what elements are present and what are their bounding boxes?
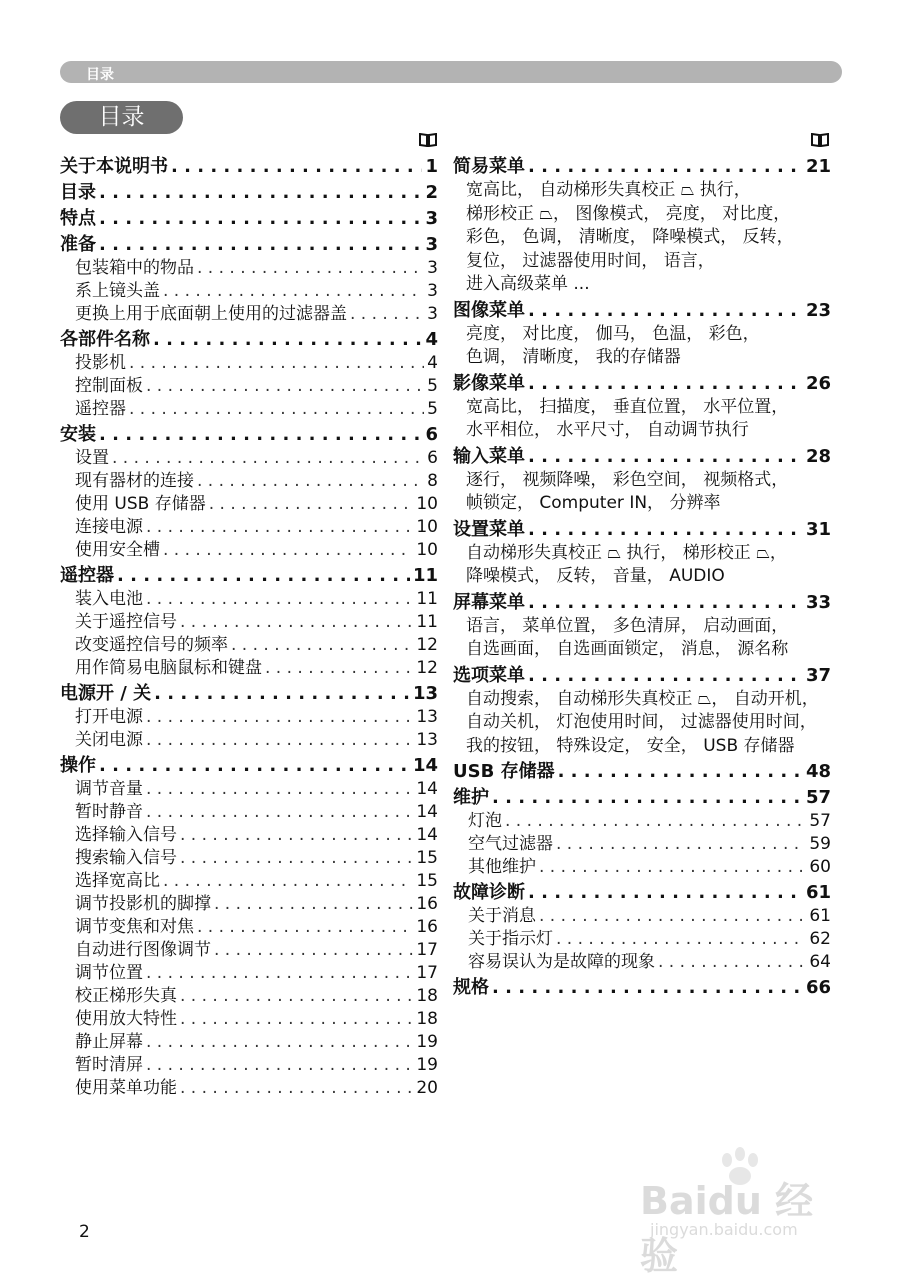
toc-section-entry[interactable] [60,539,438,562]
toc-entry-label: 选项菜单 [453,664,525,686]
toc-description-line: 逐行， 视频降噪， 彩色空间， 视频格式， [466,469,789,490]
toc-leader-dots [99,754,410,778]
toc-entry-label: 调节变焦和对焦 [75,917,194,937]
toc-entry-label: 系上镜头盖 [75,281,160,301]
toc-section-entry[interactable] [60,611,438,634]
toc-chapter-entry[interactable] [453,786,831,810]
toc-description-line: 自动关机， 灯泡使用时间， 过滤器使用时间， [466,712,817,732]
toc-entry-label: 空气过滤器 [468,834,553,854]
toc-entry-label: 装入电池 [75,589,143,609]
toc-leader-dots [153,328,422,352]
toc-leader-dots [146,375,424,398]
toc-entry-label: 自动进行图像调节 [75,940,211,960]
toc-leader-dots [558,760,803,784]
toc-page-number: 14 [416,825,438,845]
toc-page-number: 14 [416,779,438,799]
toc-entry-label: 使用安全槽 [75,540,160,560]
toc-chapter-entry[interactable] [453,155,831,179]
toc-entry-label: 目录 [60,182,96,203]
toc-page-number: 12 [416,635,438,655]
toc-leader-dots [154,682,410,706]
toc-leader-dots [528,518,803,542]
toc-leader-dots [528,591,803,615]
toc-section-entry[interactable] [60,1031,438,1054]
toc-entry-label: 搜索输入信号 [75,848,177,868]
toc-section-entry[interactable] [60,801,438,824]
toc-leader-dots [146,588,413,611]
toc-entry-label: 设置菜单 [453,518,525,540]
toc-page-number: 17 [416,963,438,983]
toc-page-number: 11 [416,589,438,609]
toc-section-entry[interactable] [453,905,831,928]
toc-chapter-entry[interactable] [453,445,831,469]
toc-page-number: 48 [805,761,831,782]
toc-page-number: 13 [416,730,438,750]
toc-leader-dots [528,155,803,179]
toc-description-line: 宽高比， 扫描度， 垂直位置， 水平位置， [466,396,789,417]
toc-entry-label: 故障诊断 [453,882,525,903]
toc-section-entry[interactable] [60,706,438,729]
toc-entry-label: 校正梯形失真 [75,986,177,1006]
toc-leader-dots [146,962,413,985]
toc-entry-label: 屏幕菜单 [453,591,525,613]
watermark-url: jingyan.baidu.com [650,1220,798,1239]
toc-section-entry[interactable] [60,893,438,916]
toc-description [453,179,831,297]
toc-leader-dots [146,778,413,801]
toc-chapter-entry[interactable] [453,518,831,542]
toc-leader-dots [492,976,803,1000]
page-title: 目录 [60,101,183,134]
toc-entry-label: 准备 [60,234,96,255]
toc-leader-dots [180,1077,413,1100]
toc-chapter-entry[interactable] [60,564,438,588]
toc-page-number: 6 [427,448,438,468]
toc-section-entry[interactable] [60,470,438,493]
toc-page-number: 15 [416,871,438,891]
toc-entry-label: 使用放大特性 [75,1009,177,1029]
toc-page-number: 1 [425,156,438,177]
toc-section-entry[interactable] [60,1077,438,1100]
toc-entry-label: USB 存储器 [453,761,555,782]
toc-leader-dots [146,516,413,539]
toc-chapter-entry[interactable] [453,591,831,615]
toc-entry-label: 静止屏幕 [75,1032,143,1052]
toc-page-number: 3 [427,281,438,301]
toc-leader-dots [163,280,424,303]
toc-leader-dots [539,905,806,928]
toc-leader-dots [350,303,424,326]
toc-description-line: 进入高级菜单 ... [466,274,590,294]
toc-section-entry[interactable] [60,447,438,470]
toc-leader-dots [163,539,413,562]
toc-entry-label: 调节音量 [75,779,143,799]
toc-entry-label: 调节位置 [75,963,143,983]
toc-entry-label: 特点 [60,208,96,229]
toc-page-number: 8 [427,471,438,491]
toc-leader-dots [658,951,806,974]
toc-description-line: 水平相位， 水平尺寸， 自动调节执行 [466,420,749,440]
toc-entry-label: 关于指示灯 [468,929,553,949]
toc-page-number: 11 [412,565,438,586]
toc-entry-label: 影像菜单 [453,372,525,394]
toc-leader-dots [556,833,806,856]
toc-description-line: 降噪模式， 反转， 音量， AUDIO [466,566,725,586]
toc-leader-dots [528,299,803,323]
toc-page-number: 60 [809,857,831,877]
toc-leader-dots [146,801,413,824]
toc-chapter-entry[interactable] [60,155,438,179]
toc-description-line: 梯形校正 ⏢， 图像模式， 亮度， 对比度， [466,203,791,224]
toc-page-number: 14 [412,755,438,776]
toc-section-entry[interactable] [60,280,438,303]
toc-page-number: 2 [425,182,438,203]
toc-entry-label: 图像菜单 [453,299,525,321]
toc-page-number: 61 [809,906,831,926]
toc-entry-label: 各部件名称 [60,329,150,350]
toc-page-number: 31 [805,518,831,540]
toc-page-number: 15 [416,848,438,868]
toc-entry-label: 包装箱中的物品 [75,258,194,278]
toc-section-entry[interactable] [60,916,438,939]
toc-leader-dots [197,257,424,280]
toc-chapter-entry[interactable] [453,760,831,784]
toc-entry-label: 遥控器 [75,399,126,419]
toc-chapter-entry[interactable] [60,682,438,706]
toc-leader-dots [146,729,413,752]
toc-entry-label: 设置 [75,448,109,468]
toc-entry-label: 暂时静音 [75,802,143,822]
toc-leader-dots [146,1054,413,1077]
toc-section-entry[interactable] [60,985,438,1008]
toc-page-number: 26 [805,372,831,394]
toc-section-entry[interactable] [453,810,831,833]
toc-entry-label: 规格 [453,977,489,998]
toc-entry-label: 连接电源 [75,517,143,537]
toc-description-line: 帧锁定， Computer IN， 分辨率 [466,493,721,513]
toc-leader-dots [99,423,422,447]
toc-section-entry[interactable] [60,847,438,870]
toc-page-number: 19 [416,1055,438,1075]
toc-page-number: 12 [416,658,438,678]
toc-leader-dots [197,470,424,493]
toc-page-number: 57 [805,787,831,808]
toc-leader-dots [99,233,422,257]
toc-description-line: 自动搜索， 自动梯形失真校正 ⏢， 自动开机， [466,688,819,709]
toc-page-number: 23 [805,299,831,321]
toc-page-number: 13 [416,707,438,727]
toc-leader-dots [528,664,803,688]
toc-entry-label: 改变遥控信号的频率 [75,635,228,655]
toc-page-number: 5 [427,376,438,396]
toc-page-number: 4 [427,353,438,373]
toc-section-entry[interactable] [60,1054,438,1077]
toc-entry-label: 维护 [453,787,489,808]
toc-page-number: 5 [427,399,438,419]
toc-section-entry[interactable] [60,778,438,801]
toc-chapter-entry[interactable] [60,754,438,778]
toc-leader-dots [146,1031,413,1054]
toc-page-number: 64 [809,952,831,972]
toc-chapter-entry[interactable] [453,976,831,1000]
toc-leader-dots [492,786,803,810]
toc-entry-label: 打开电源 [75,707,143,727]
toc-leader-dots [528,445,803,469]
toc-leader-dots [214,939,413,962]
toc-entry-label: 调节投影机的脚撑 [75,894,211,914]
toc-left-column [60,153,438,1100]
toc-page-number: 21 [805,156,831,177]
toc-leader-dots [180,847,413,870]
toc-description [453,323,831,370]
toc-chapter-entry[interactable] [60,233,438,257]
toc-entry-label: 操作 [60,755,96,776]
toc-description-line: 自选画面， 自选画面锁定， 消息， 源名称 [466,639,789,659]
toc-leader-dots [171,155,422,179]
toc-section-entry[interactable] [60,588,438,611]
toc-entry-label: 现有器材的连接 [75,471,194,491]
toc-page-number: 10 [416,540,438,560]
toc-page-number: 16 [416,917,438,937]
page-number: 2 [79,1222,90,1242]
toc-section-entry[interactable] [453,856,831,879]
toc-section-entry[interactable] [453,833,831,856]
toc-page-number: 66 [805,977,831,998]
toc-section-entry[interactable] [453,928,831,951]
toc-chapter-entry[interactable] [453,299,831,323]
toc-entry-label: 灯泡 [468,811,502,831]
toc-chapter-entry[interactable] [60,328,438,352]
toc-section-entry[interactable] [60,870,438,893]
toc-entry-label: 关于遥控信号 [75,612,177,632]
toc-page-number: 14 [416,802,438,822]
toc-chapter-entry[interactable] [453,881,831,905]
toc-page-number: 3 [427,258,438,278]
toc-description-line: 自动梯形失真校正 ⏢ 执行， 梯形校正 ⏢， [466,542,787,563]
toc-chapter-entry[interactable] [453,664,831,688]
toc-section-entry[interactable] [60,939,438,962]
toc-entry-label: 使用 USB 存储器 [75,494,206,514]
toc-entry-label: 容易误认为是故障的现象 [468,952,655,972]
toc-entry-label: 更换上用于底面朝上使用的过滤器盖 [75,304,347,324]
toc-entry-label: 关于消息 [468,906,536,926]
toc-page-number: 28 [805,445,831,467]
toc-page-number: 37 [805,664,831,686]
toc-leader-dots [180,985,413,1008]
toc-leader-dots [99,207,422,231]
toc-leader-dots [231,634,413,657]
toc-entry-label: 关闭电源 [75,730,143,750]
toc-entry-label: 暂时清屏 [75,1055,143,1075]
toc-section-entry[interactable] [60,516,438,539]
watermark [640,1170,840,1278]
toc-leader-dots [146,706,413,729]
toc-chapter-entry[interactable] [60,181,438,205]
toc-page-number: 33 [805,591,831,613]
toc-page-number: 6 [425,424,438,445]
toc-entry-label: 选择宽高比 [75,871,160,891]
watermark-brand: Baidu 经验 [640,1179,814,1278]
toc-page-number: 57 [809,811,831,831]
toc-section-entry[interactable] [60,1008,438,1031]
toc-description-line: 彩色， 色调， 清晰度， 降噪模式， 反转， [466,227,794,247]
book-icon [419,133,437,147]
toc-leader-dots [180,611,413,634]
toc-entry-label: 投影机 [75,353,126,373]
toc-leader-dots [129,352,424,375]
toc-leader-dots [265,657,413,680]
section-header-label: 目录 [86,67,114,83]
toc-page-number: 10 [416,517,438,537]
toc-description-line: 色调， 清晰度， 我的存储器 [466,347,681,367]
toc-page-number: 61 [805,882,831,903]
toc-leader-dots [528,881,803,905]
toc-description-line: 复位， 过滤器使用时间， 语言， [466,250,715,271]
toc-entry-label: 选择输入信号 [75,825,177,845]
toc-entry-label: 简易菜单 [453,156,525,177]
toc-leader-dots [129,398,424,421]
toc-page-number: 18 [416,986,438,1006]
toc-page-number: 13 [412,683,438,704]
toc-section-entry[interactable] [60,634,438,657]
toc-entry-label: 关于本说明书 [60,156,168,177]
toc-entry-label: 用作简易电脑鼠标和键盘 [75,658,262,678]
toc-section-entry[interactable] [60,303,438,326]
toc-description [453,688,831,759]
toc-description [453,396,831,443]
toc-leader-dots [214,893,413,916]
toc-section-entry[interactable] [60,398,438,421]
toc-leader-dots [209,493,414,516]
toc-chapter-entry[interactable] [60,207,438,231]
toc-page-number: 3 [425,208,438,229]
toc-section-entry[interactable] [60,375,438,398]
toc-page-number: 3 [425,234,438,255]
toc-entry-label: 安装 [60,424,96,445]
toc-description [453,469,831,516]
toc-leader-dots [112,447,424,470]
toc-page-number: 62 [809,929,831,949]
toc-leader-dots [528,372,803,396]
toc-leader-dots [163,870,413,893]
toc-leader-dots [197,916,413,939]
section-header-bar [60,61,842,83]
toc-leader-dots [505,810,806,833]
toc-page-number: 4 [425,329,438,350]
toc-description-line: 语言， 菜单位置， 多色清屏， 启动画面， [466,615,789,636]
toc-section-entry[interactable] [60,257,438,280]
toc-entry-label: 输入菜单 [453,445,525,467]
toc-section-entry[interactable] [60,657,438,680]
toc-entry-label: 遥控器 [60,565,114,586]
toc-entry-label: 控制面板 [75,376,143,396]
toc-leader-dots [180,824,413,847]
toc-right-column [453,153,831,1000]
toc-description-line: 我的按钮， 特殊设定， 安全， USB 存储器 [466,735,795,756]
toc-leader-dots [117,564,410,588]
toc-leader-dots [99,181,422,205]
toc-leader-dots [539,856,806,879]
toc-description-line: 亮度， 对比度， 伽马， 色温， 彩色， [466,323,760,344]
toc-page-number: 19 [416,1032,438,1052]
book-icon [811,133,829,147]
toc-entry-label: 其他维护 [468,857,536,877]
toc-description-line: 宽高比， 自动梯形失真校正 ⏢ 执行， [466,180,751,200]
toc-leader-dots [556,928,806,951]
toc-entry-label: 使用菜单功能 [75,1078,177,1098]
toc-page-number: 20 [416,1078,438,1098]
toc-section-entry[interactable] [60,729,438,752]
toc-section-entry[interactable] [60,962,438,985]
toc-section-entry[interactable] [60,352,438,375]
toc-section-entry[interactable] [60,824,438,847]
toc-description [453,542,831,589]
toc-page-number: 17 [416,940,438,960]
toc-page-number: 3 [427,304,438,324]
toc-chapter-entry[interactable] [60,423,438,447]
toc-section-entry[interactable] [453,951,831,974]
toc-chapter-entry[interactable] [453,372,831,396]
toc-page-number: 18 [416,1009,438,1029]
toc-section-entry[interactable] [60,493,438,516]
toc-page-number: 11 [416,612,438,632]
toc-leader-dots [180,1008,413,1031]
toc-page-number: 16 [416,894,438,914]
toc-entry-label: 电源开 / 关 [60,683,152,704]
toc-page-number: 59 [809,834,831,854]
toc-description [453,615,831,662]
toc-page-number: 10 [416,494,438,514]
